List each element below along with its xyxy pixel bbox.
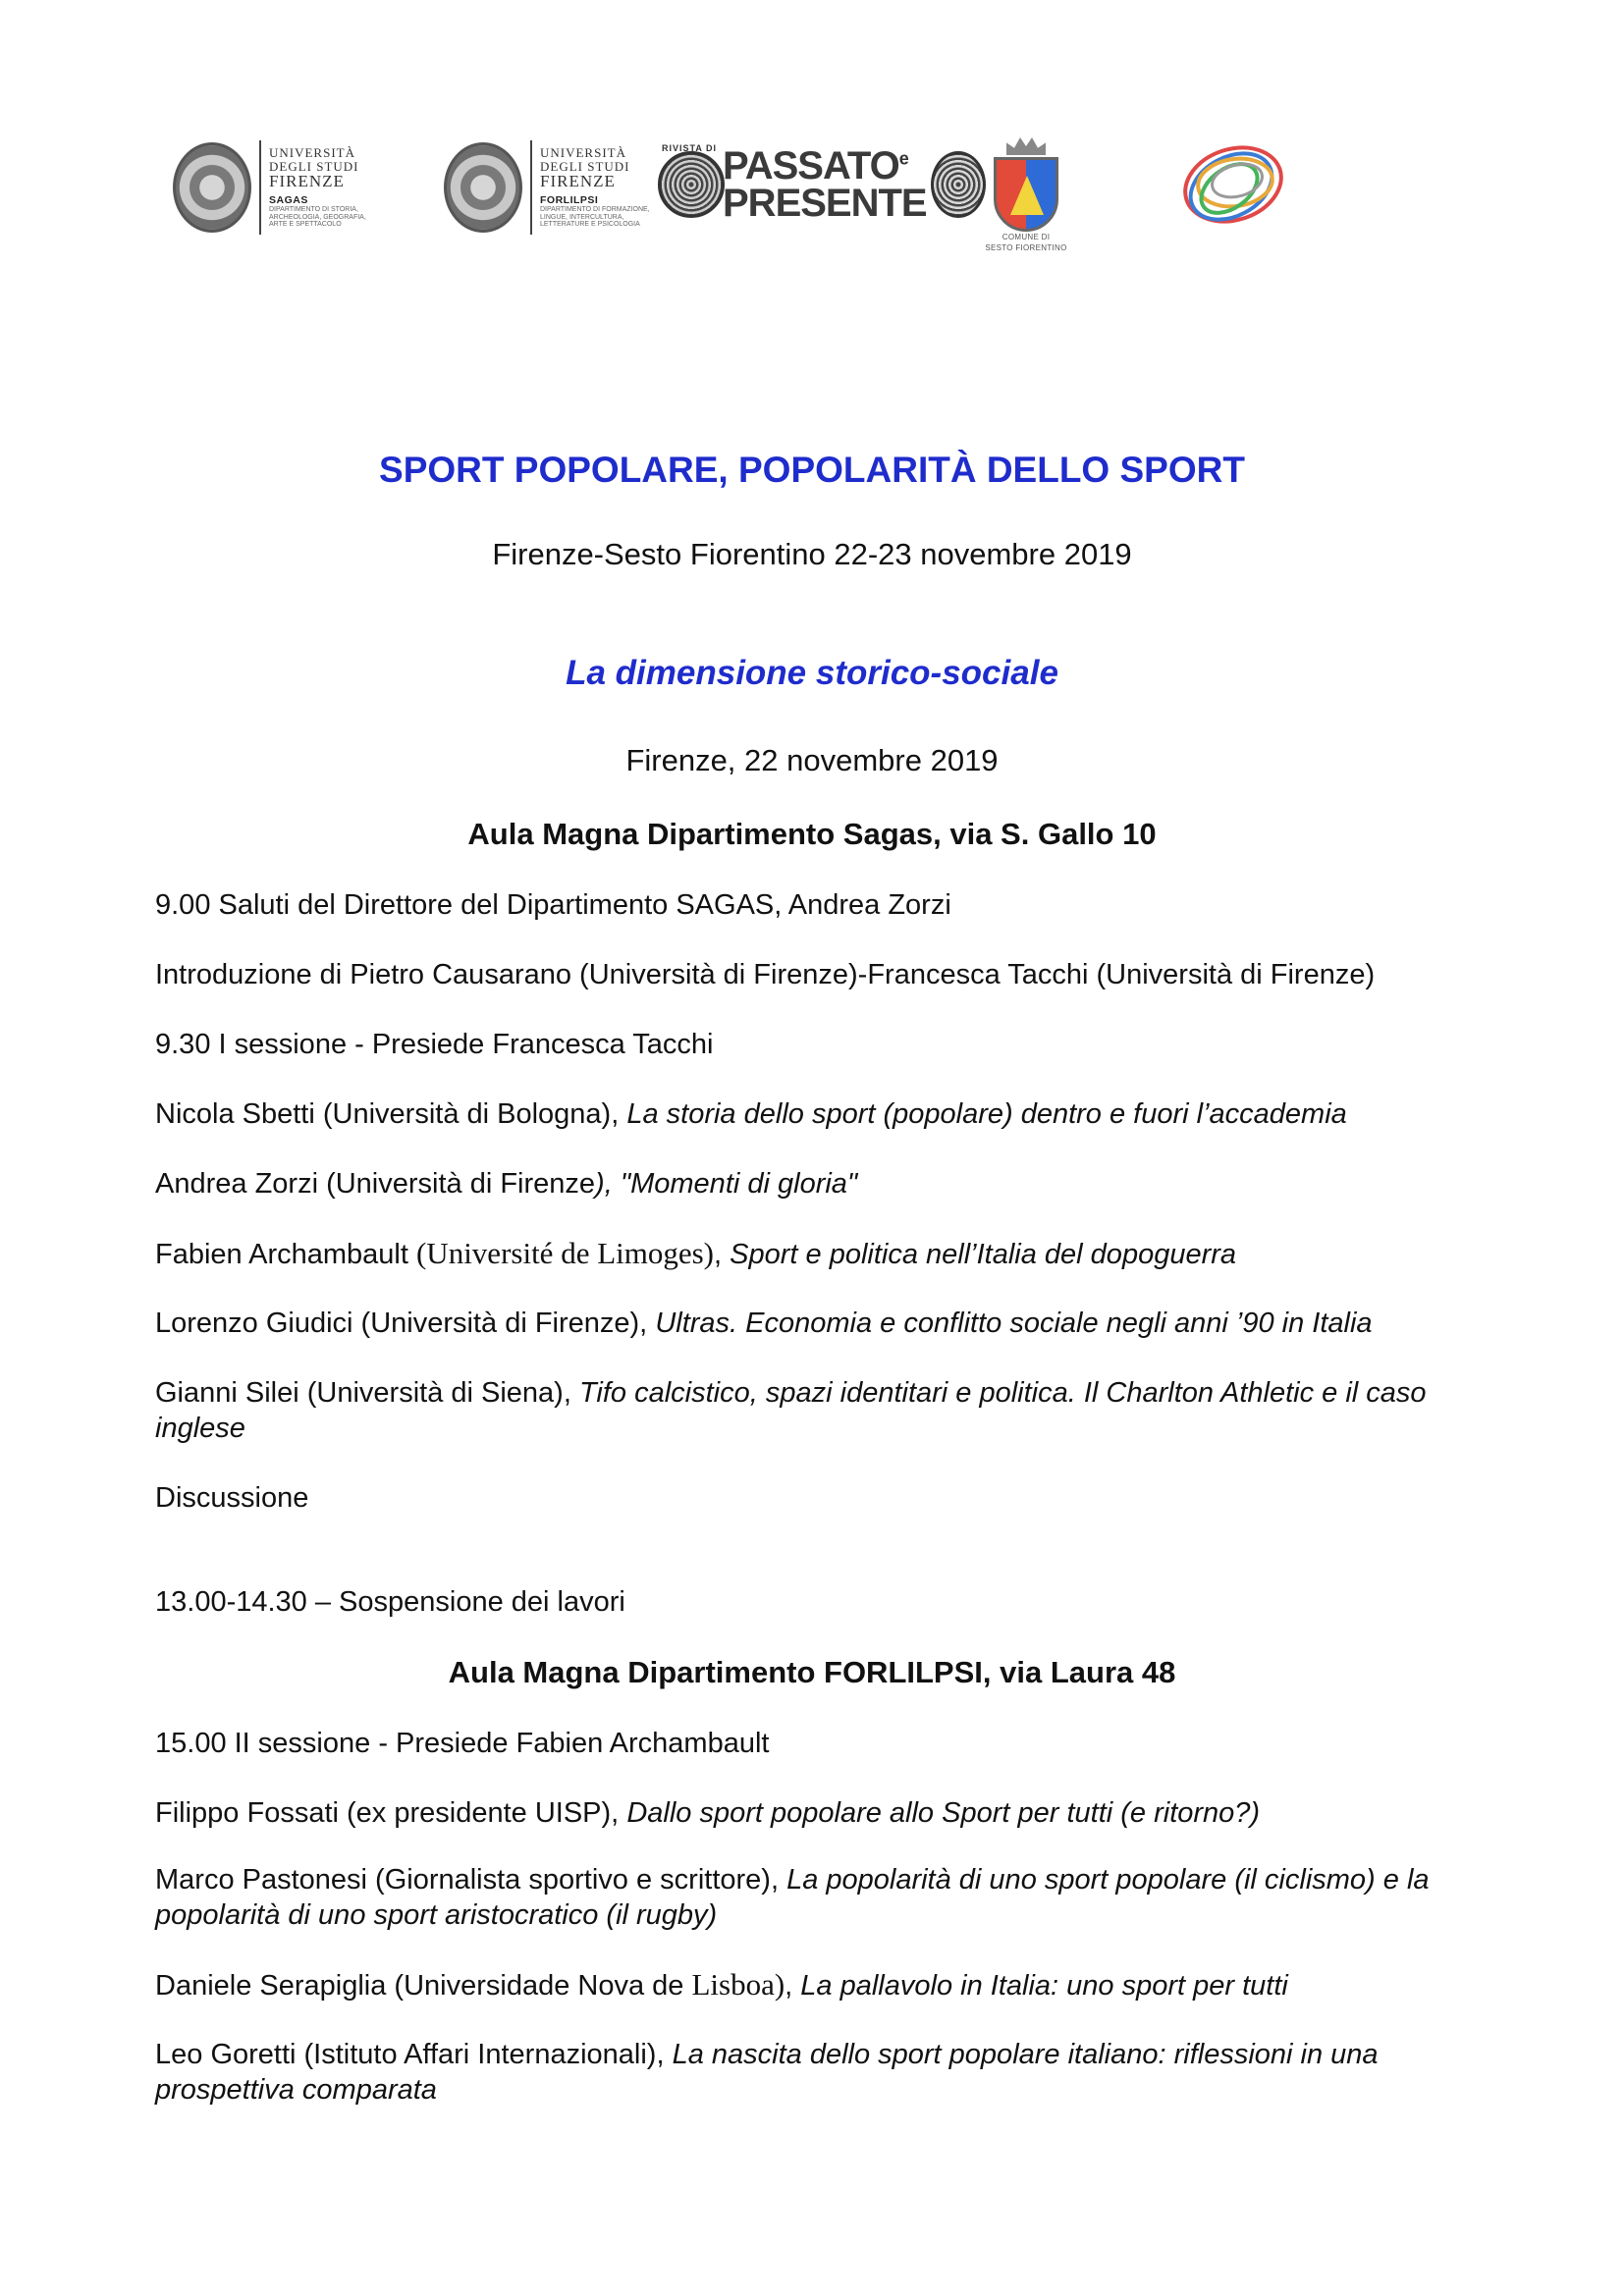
talk-title: La nascita dello sport popolare italiano: riflessioni in una prospettiva comparata bbox=[155, 2039, 1379, 2106]
logo-dept: SAGAS bbox=[269, 194, 308, 207]
talk-speaker: Filippo Fossati (ex presidente UISP), bbox=[155, 1797, 627, 1829]
talk-item bbox=[155, 1375, 1490, 1446]
passato-e: e bbox=[898, 148, 908, 169]
page-title: SPORT POPOLARE, POPOLARITÀ DELLO SPORT bbox=[379, 450, 1245, 490]
talk-speaker: Andrea Zorzi (Università di Firenze bbox=[155, 1168, 596, 1200]
coat-of-arms-icon bbox=[994, 157, 1058, 232]
talk-item bbox=[155, 2037, 1490, 2108]
break-label: 13.00-14.30 – Sospensione dei lavori bbox=[155, 1586, 625, 1618]
program-intro: Introduzione di Pietro Causarano (Università di Firenze)-Francesca Tacchi (Università di Firenze) bbox=[155, 959, 1376, 990]
passato-word1: PASSATO bbox=[723, 144, 899, 187]
section-dimension: La dimensione storico-sociale bbox=[566, 654, 1058, 692]
crest-caption1: COMUNE DI bbox=[1001, 233, 1051, 241]
logo-divider bbox=[530, 140, 532, 235]
logo-text-line3: FIRENZE bbox=[540, 172, 616, 191]
talk-title: La storia dello sport (popolare) dentro e fuori l’accademia bbox=[626, 1098, 1347, 1130]
talk-item bbox=[155, 1236, 1236, 1272]
talk-speaker: Leo Goretti (Istituto Affari Internazionali), bbox=[155, 2039, 673, 2070]
logo-dept: FORLILPSI bbox=[540, 194, 599, 207]
event-subtitle: Firenze-Sesto Fiorentino 22-23 novembre 2019 bbox=[492, 537, 1132, 571]
crest-caption2: SESTO FIORENTINO bbox=[985, 242, 1067, 252]
talk-title: ), "Momenti di gloria" bbox=[595, 1168, 858, 1200]
passato-small-text: RIVISTA DI bbox=[662, 143, 718, 153]
talk-title: La popolarità di uno sport popolare (il ciclismo) e la popolarità di uno sport aristocratico (il rugby) bbox=[155, 1864, 1430, 1931]
rings-logo-icon bbox=[1174, 133, 1288, 232]
talk-title: Sport e politica nell’Italia del dopoguerra bbox=[730, 1239, 1237, 1270]
talk-speaker: Gianni Silei (Università di Siena), bbox=[155, 1377, 579, 1409]
talk-speaker: Marco Pastonesi (Giornalista sportivo e scrittore), bbox=[155, 1864, 787, 1896]
passato-e-presente-logo bbox=[658, 143, 986, 225]
program-saluti: 9.00 Saluti del Direttore del Dipartimento SAGAS, Andrea Zorzi bbox=[155, 889, 951, 921]
talk-title: La pallavolo in Italia: uno sport per tutti bbox=[800, 1970, 1288, 2002]
talk-speaker: Nicola Sbetti (Università di Bologna), bbox=[155, 1098, 627, 1130]
talk-title: Ultras. Economia e conflitto sociale negli anni ’90 in Italia bbox=[655, 1308, 1373, 1339]
talk-item bbox=[155, 1795, 1260, 1831]
event-date: Firenze, 22 novembre 2019 bbox=[625, 743, 999, 777]
target-mark-icon bbox=[658, 151, 725, 218]
talk-separator: , bbox=[785, 1970, 801, 2002]
logo-text-line1: UNIVERSITÀ bbox=[269, 144, 355, 160]
talk-item bbox=[155, 1096, 1347, 1132]
logo-dept-sub: DIPARTIMENTO DI STORIA, ARCHEOLOGIA, GEOGRAFIA, ARTE E SPETTACOLO bbox=[269, 206, 366, 229]
session-1-heading: 9.30 I sessione - Presiede Francesca Tacchi bbox=[155, 1029, 714, 1060]
unifi-sagas-logo bbox=[173, 140, 379, 235]
crown-icon bbox=[1006, 137, 1046, 155]
talk-separator: , bbox=[714, 1239, 731, 1270]
logo-text-line1: UNIVERSITÀ bbox=[540, 144, 626, 160]
talk-title: Dallo sport popolare allo Sport per tutti (e ritorno?) bbox=[626, 1797, 1261, 1829]
talk-speaker: Lorenzo Giudici (Università di Firenze), bbox=[155, 1308, 656, 1339]
logo-text-line2: DEGLI STUDI bbox=[269, 158, 359, 174]
logo-divider bbox=[259, 140, 261, 235]
talk-speaker: Daniele Serapiglia (Universidade Nova de bbox=[155, 1970, 692, 2002]
university-seal-icon bbox=[173, 142, 251, 233]
venue-heading-2: Aula Magna Dipartimento FORLILPSI, via Laura 48 bbox=[448, 1655, 1176, 1689]
session-2-heading: 15.00 II sessione - Presiede Fabien Archambault bbox=[155, 1728, 770, 1759]
passato-word2: PRESENTE bbox=[723, 182, 927, 225]
logo-text-line3: FIRENZE bbox=[269, 172, 345, 191]
logo-dept-sub: DIPARTIMENTO DI FORMAZIONE, LINGUE, INTERCULTURA, LETTERATURE E PSICOLOGIA bbox=[540, 206, 650, 229]
discussion-label: Discussione bbox=[155, 1482, 309, 1514]
sesto-fiorentino-logo bbox=[974, 137, 1078, 253]
logo-text-line2: DEGLI STUDI bbox=[540, 158, 630, 174]
talk-speaker: Fabien Archambault bbox=[155, 1239, 416, 1270]
venue-heading-1: Aula Magna Dipartimento Sagas, via S. Gallo 10 bbox=[467, 817, 1157, 851]
talk-affiliation: (Université de Limoges) bbox=[415, 1236, 715, 1270]
talk-affiliation: Lisboa) bbox=[691, 1967, 785, 2002]
unifi-forlilpsi-logo bbox=[444, 140, 650, 235]
talk-item bbox=[155, 1967, 1288, 2003]
talk-item bbox=[155, 1862, 1490, 1933]
university-seal-icon bbox=[444, 142, 522, 233]
talk-item bbox=[155, 1166, 857, 1201]
talk-title: Tifo calcistico, spazi identitari e politica. Il Charlton Athletic e il caso inglese bbox=[155, 1377, 1427, 1444]
talk-item bbox=[155, 1306, 1373, 1341]
